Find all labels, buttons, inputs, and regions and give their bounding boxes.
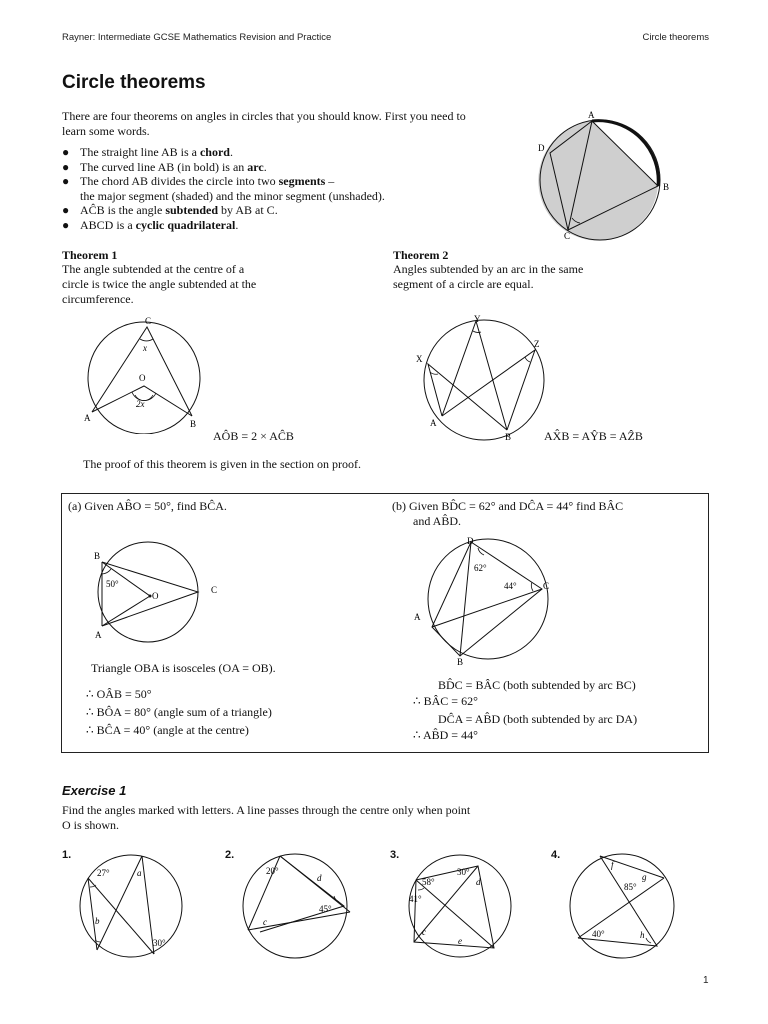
label-b: B	[190, 419, 197, 429]
intro-line-2: learn some words.	[62, 124, 150, 138]
angle-30: 30°	[153, 938, 166, 948]
bullet-item: ● The straight line AB is a chord.	[62, 145, 233, 159]
example-a-question: (a) Given AB̂O = 50°, find BĈA.	[68, 499, 227, 513]
exercise-q3-diagram	[396, 852, 526, 967]
angle-85: 85°	[624, 882, 637, 892]
theorem1-formula: AÔB = 2 × AĈB	[213, 429, 294, 443]
example-a-line-4: ∴ BĈA = 40° (angle at the centre)	[86, 723, 249, 737]
label-z: Z	[534, 339, 540, 349]
angle-d: d	[476, 877, 481, 887]
label-y: Y	[474, 314, 481, 324]
example-a-diagram	[88, 540, 228, 650]
label-a: A	[430, 418, 437, 428]
label-c: C	[211, 585, 218, 595]
example-a-line-2: ∴ OÂB = 50°	[86, 687, 152, 701]
label-d: D	[538, 143, 545, 153]
exercise-q4-diagram	[556, 852, 686, 967]
theorem1-heading: Theorem 1	[62, 248, 118, 262]
label-x: X	[416, 354, 423, 364]
exercise-line-1: Find the angles marked with letters. A line passes through the centre only when point	[62, 803, 471, 817]
label-b: B	[457, 657, 464, 667]
theorem2-line-1: Angles subtended by an arc in the same	[393, 262, 584, 276]
example-a-line-1: Triangle OBA is isosceles (OA = OB).	[91, 661, 276, 675]
angle-c: c	[422, 927, 426, 937]
theorem1-line-1: The angle subtended at the centre of a	[62, 262, 245, 276]
angle-b: b	[95, 916, 100, 926]
exercise-heading: Exercise 1	[62, 783, 127, 798]
question-number: 2.	[225, 849, 235, 861]
label-c: C	[564, 231, 571, 241]
page-title: Circle theorems	[62, 72, 206, 93]
angle-e: e	[458, 936, 462, 946]
angle-g: g	[642, 872, 647, 882]
bullet-item: ● ABCD is a cyclic quadrilateral.	[62, 217, 239, 232]
bullet-dot-icon: ●	[62, 217, 70, 232]
theorem2-heading: Theorem 2	[393, 248, 449, 262]
theorem1-line-3: circumference.	[62, 292, 134, 306]
angle-h: h	[640, 930, 645, 940]
label-x: x	[143, 343, 147, 353]
theorem2-formula: AX̂B = AŶB = AẐB	[544, 429, 643, 443]
label-a: A	[588, 110, 595, 120]
label-o: O	[152, 591, 159, 601]
bullet-dot-icon: ●	[62, 203, 70, 217]
example-b-question-1: (b) Given BD̂C = 62° and DĈA = 44° find BÂC	[392, 499, 624, 513]
example-b-line-1: BD̂C = BÂC (both subtended by arc BC)	[438, 678, 636, 692]
question-number: 3.	[390, 849, 400, 861]
angle-30: 30°	[457, 867, 470, 877]
label-c: C	[543, 581, 550, 591]
label-d: D	[467, 536, 474, 546]
label-c: C	[145, 316, 152, 326]
bullet-dot-icon: ●	[62, 145, 70, 159]
angle-c: c	[263, 917, 267, 927]
example-b-line-4: ∴ AB̂D = 44°	[413, 728, 478, 742]
example-b-diagram	[408, 534, 558, 679]
example-b-line-3: DĈA = AB̂D (both subtended by arc DA)	[438, 712, 638, 726]
label-a: A	[414, 612, 421, 622]
cyclic-quadrilateral-diagram	[530, 106, 680, 251]
angle-d: d	[317, 873, 322, 883]
angle-40: 40°	[592, 929, 605, 939]
page-number: 1	[703, 975, 709, 986]
running-header-left: Rayner: Intermediate GCSE Mathematics Revision and Practice	[62, 32, 332, 43]
angle-58: 58°	[422, 877, 435, 887]
proof-note: The proof of this theorem is given in the section on proof.	[83, 457, 361, 471]
bullet-item: ● The curved line AB (in bold) is an arc.	[62, 159, 267, 174]
label-2x: 2x	[136, 399, 145, 409]
angle-a: a	[137, 868, 142, 878]
angle-44: 44°	[504, 581, 517, 591]
label-o: O	[139, 373, 146, 383]
label-b: B	[505, 432, 512, 442]
example-b-line-2: ∴ BÂC = 62°	[413, 694, 478, 708]
angle-f: f	[611, 860, 614, 870]
theorem2-diagram	[410, 312, 555, 449]
question-number: 4.	[551, 849, 561, 861]
theorem1-diagram	[74, 314, 214, 439]
bullet-dot-icon: ●	[62, 159, 70, 174]
angle-50: 50°	[106, 579, 119, 589]
theorem2-line-2: segment of a circle are equal.	[393, 277, 534, 291]
label-b: B	[94, 551, 101, 561]
bullet-dot-icon: ●	[62, 174, 70, 188]
theorem1-line-2: circle is twice the angle subtended at the	[62, 277, 257, 291]
exercise-line-2: O is shown.	[62, 818, 120, 832]
example-b-question-2: and AB̂D.	[413, 514, 461, 528]
angle-62: 62°	[474, 563, 487, 573]
exercise-q1-diagram	[70, 852, 190, 967]
intro-line-1: There are four theorems on angles in circles that you should know. First you need to	[62, 109, 466, 123]
angle-41: 41°	[409, 894, 422, 904]
exercise-q2-diagram	[230, 852, 360, 967]
angle-27: 27°	[97, 868, 110, 878]
angle-45: 45°	[319, 904, 332, 914]
bullet-continuation: the major segment (shaded) and the minor segment (unshaded).	[80, 188, 385, 203]
example-a-line-3: ∴ BÔA = 80° (angle sum of a triangle)	[86, 705, 272, 719]
label-a: A	[84, 413, 91, 423]
label-b: B	[663, 182, 670, 192]
label-a: A	[95, 630, 102, 640]
running-header-right: Circle theorems	[642, 32, 709, 43]
bullet-item: ● AĈB is the angle subtended by AB at C.	[62, 203, 278, 217]
bullet-item: ● The chord AB divides the circle into two segments –	[62, 174, 335, 188]
question-number: 1.	[62, 849, 72, 861]
angle-20: 20°	[266, 866, 279, 876]
